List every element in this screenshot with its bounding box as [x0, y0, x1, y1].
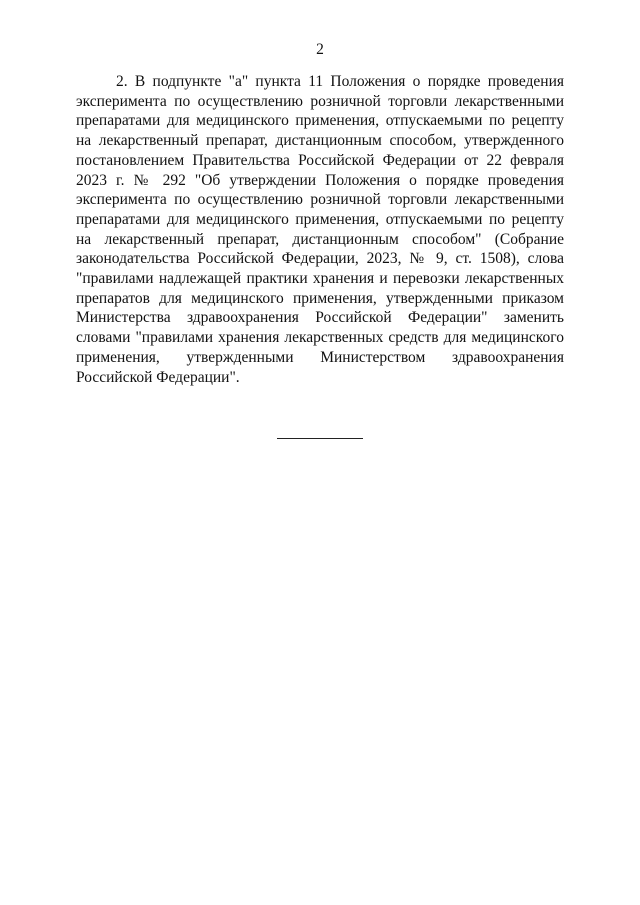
page-number: 2: [316, 41, 324, 58]
end-divider: [277, 438, 363, 439]
amendment-paragraph: 2. В подпункте "а" пункта 11 Положения о порядке проведения эксперимента по осуществлению розничной торговли лекарственными препаратами для медицинского применения, отпускаемыми по рецепту на лекарственный препарат, дистанционным способом, утвержденного постановлением Правительства Российской Федерации от 22 февраля 2023 г. № 292 "Об утверждении Положения о порядке проведения эксперимента по осуществлению розничной торговли лекарственными препаратами для медицинского применения, отпускаемыми по рецепту на лекарственный препарат, дистанционным способом" (Собрание законодательства Российской Федерации, 2023, № 9, ст. 1508), слова "правилами надлежащей практики хранения и перевозки лекарственных препаратов для медицинского применения, утвержденными приказом Министерства здравоохранения Российской Федерации" заменить словами "правилами хранения лекарственных средств для медицинского применения, утвержденными Министерством здравоохранения Российской Федерации".: [76, 73, 564, 386]
